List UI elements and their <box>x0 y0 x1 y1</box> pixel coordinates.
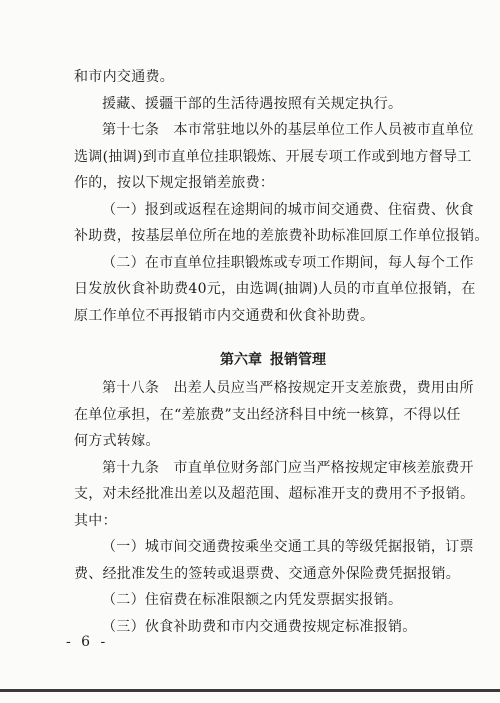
paragraph-article-19 <box>74 455 475 535</box>
chapter-title: 报销管理 <box>270 352 326 368</box>
text-line: 支，对未经批准出差以及超范围、超标准开支的费用不予报销。 <box>74 486 475 502</box>
text-line: （二）住宿费在标准限额之内凭发票据实报销。 <box>102 592 403 608</box>
text-line: 选调(抽调)到市直单位挂职锻炼、开展专项工作或到地方督导工 <box>74 148 472 165</box>
text-line: 和市内交通费。 <box>74 69 175 85</box>
text-line: 日发放伙食补助费40元，由选调(抽调)人员的市直单位报销，在 <box>74 281 476 297</box>
text-line: 其中： <box>74 512 117 529</box>
page-number: - 6 - <box>66 634 109 650</box>
text-line: （一）报到或返程在途期间的城市间交通费、住宿费、伙食 <box>102 201 474 218</box>
text-line: （三）伙食补助费和市内交通费按规定标准报销。 <box>102 618 417 635</box>
chapter-heading <box>74 347 472 373</box>
paragraph-transport-end <box>74 64 472 91</box>
paragraph-article-19-item-2 <box>74 587 472 614</box>
paragraph-tibet-xinjiang <box>74 91 472 118</box>
text-line: （一）城市间交通费按乘坐交通工具的等级凭据报销，订票 <box>102 539 474 555</box>
chapter-number: 第六章 <box>220 352 262 368</box>
text-line: 何方式转嫁。 <box>74 433 160 449</box>
document-body <box>74 64 489 640</box>
text-line: 第十七条 本市常驻地以外的基层单位工作人员被市直单位 <box>102 122 474 138</box>
text-line: 第十九条 市直单位财务部门应当严格按规定审核差旅费开 <box>102 459 474 476</box>
text-line: 补助费，按基层单位所在地的差旅费补助标准回原工作单位报销。 <box>74 228 489 244</box>
text-line: 第十八条 出差人员应当严格按规定开支差旅费，费用由所 <box>102 380 474 396</box>
text-line: 作的，按以下规定报销差旅费： <box>74 175 275 191</box>
text-line: （二）在市直单位挂职锻炼或专项工作期间，每人每个工作 <box>102 254 474 271</box>
paragraph-article-19-item-1 <box>74 534 472 587</box>
text-line: 费、经批准发生的签转或退票费、交通意外保险费凭据报销。 <box>74 565 461 582</box>
text-line: 原工作单位不再报销市内交通费和伙食补助费。 <box>74 307 375 324</box>
paragraph-article-17 <box>74 117 472 197</box>
paragraph-article-17-item-2 <box>74 250 476 330</box>
paragraph-article-19-item-3 <box>74 614 472 641</box>
bottom-rule <box>0 689 500 692</box>
text-line: 援藏、援疆干部的生活待遇按照有关规定执行。 <box>102 95 403 112</box>
text-line: 在单位承担，在“差旅费”支出经济科目中统一核算，不得以任 <box>74 406 461 423</box>
paragraph-article-17-item-1 <box>74 197 489 250</box>
paragraph-article-18 <box>74 375 472 455</box>
